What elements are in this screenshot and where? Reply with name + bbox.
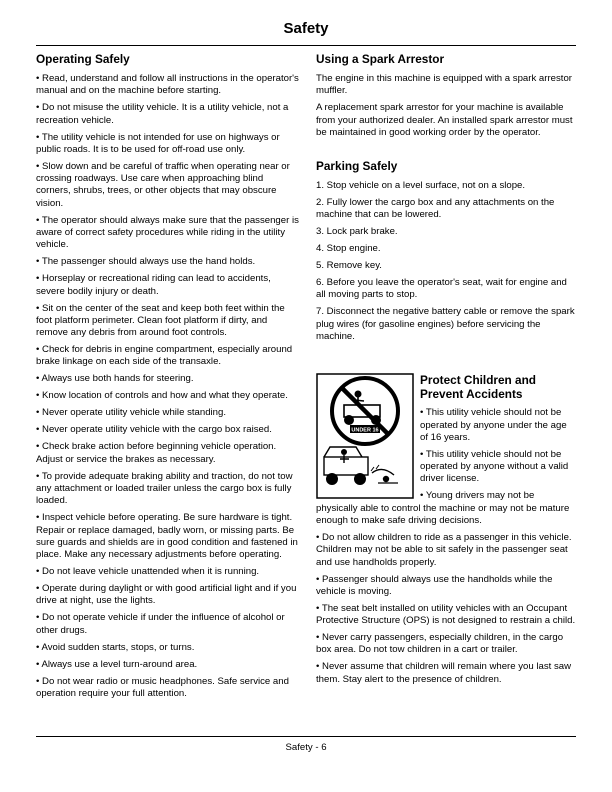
child-warning-illustration <box>316 373 414 499</box>
operating-item: • Operate during daylight or with good artificial light and if you drive at night, use the lights. <box>36 583 297 607</box>
parking-step: 4. Stop engine. <box>316 243 381 255</box>
operating-item: • Always use both hands for steering. <box>36 373 194 385</box>
children-item: • Passenger should always use the handholds while the vehicle is moving. <box>316 573 553 597</box>
parking-safely-heading: Parking Safely <box>316 158 398 173</box>
operating-item: • Do not wear radio or music headphones. Safe service and operation require your full attention. <box>36 675 289 699</box>
parking-step: 3. Lock park brake. <box>316 226 398 238</box>
operating-item: • Sit on the center of the seat and keep both feet within the foot platform perimeter. Clean foot platform if dirty, and remove any debris from around foot controls. <box>36 302 285 339</box>
operating-item: • Know location of controls and how and what they operate. <box>36 390 288 402</box>
operating-safely-heading: Operating Safely <box>36 52 130 66</box>
protect-children-section <box>316 373 576 686</box>
page-title: Safety <box>283 20 329 37</box>
operating-item: • Always use a level turn-around area. <box>36 658 198 670</box>
children-item: • Never carry passengers, especially children, in the cargo box area. Do not tow children in a cart or trailer. <box>316 632 564 656</box>
operating-item: • The utility vehicle is not intended for use on highways or public roads. It is to be used for off-road use only. <box>36 131 280 155</box>
spark-paragraph: The engine in this machine is equipped with a spark arrestor muffler. <box>316 73 572 97</box>
operating-item: • Inspect vehicle before operating. Be sure hardware is tight. Repair or replace damaged, badly worn, or missing parts. Be sure guards and shields are in good condition and fastened in place. Make any necessary adjustments before operating. <box>36 512 298 561</box>
operating-item: • Slow down and be careful of traffic when operating near or crossing roadways. Use care when approaching blind corners, shrubs, trees, or other objects that may obscure vision. <box>36 160 290 209</box>
children-item: • The seat belt installed on utility vehicles with an Occupant Protective Structure (OPS) is not designed to restrain a child. <box>316 602 576 627</box>
right-column <box>316 52 576 691</box>
operating-item: • Do not operate vehicle if under the influence of alcohol or other drugs. <box>36 612 285 636</box>
operating-item: • Avoid sudden starts, stops, or turns. <box>36 641 195 653</box>
operating-item: • Never operate utility vehicle while standing. <box>36 407 227 419</box>
operating-item: • To provide adequate braking ability and traction, do not tow any attachment or loaded trailer unless the cargo box is fully loaded. <box>36 470 293 507</box>
operating-item: • Horseplay or recreational riding can lead to accidents, severe bodily injury or death. <box>36 273 271 297</box>
header-rule <box>36 45 576 46</box>
children-item: • Do not allow children to ride as a passenger in this vehicle. Children may not be able to sit safely in the passenger seat and use handholds properly. <box>316 531 572 568</box>
children-item: • Never assume that children will remain where you last saw them. Stay alert to the presence of children. <box>316 661 572 685</box>
spark-paragraph: A replacement spark arrestor for your machine is available from your authorized dealer. An installed spark arrestor must be maintained in good working order by the operator. <box>316 102 573 138</box>
operating-item: • The passenger should always use the hand holds. <box>36 256 256 268</box>
children-item: • This utility vehicle should not be operated by anyone without a valid driver license. <box>420 448 569 485</box>
footer-rule <box>36 736 576 737</box>
operating-item: • The operator should always make sure that the passenger is aware of correct safety procedures while riding in the utility vehicle. <box>36 214 299 251</box>
parking-step: 5. Remove key. <box>316 260 382 272</box>
children-item: • Young drivers may not be physically able to control the machine or may not be mature enough to make safe driving decisions. <box>316 490 570 526</box>
operating-item: • Do not leave vehicle unattended when it is running. <box>36 566 260 578</box>
children-item: • This utility vehicle should not be operated by anyone under the age of 16 years. <box>420 407 567 443</box>
page-footer: Safety - 6 <box>285 742 327 753</box>
parking-step: 7. Disconnect the negative battery cable or remove the spark plug wires (for gasoline engines) before servicing the machine. <box>316 306 575 342</box>
operating-item: • Check for debris in engine compartment, especially around brake linkage on each side of the transaxle. <box>36 344 293 368</box>
left-column <box>36 52 299 705</box>
operating-item: • Check brake action before beginning vehicle operation. Adjust or service the brakes as necessary. <box>36 441 277 465</box>
parking-step: 2. Fully lower the cargo box and any attachments on the machine that can be lowered. <box>316 196 555 221</box>
operating-item: • Never operate utility vehicle with the cargo box raised. <box>36 424 272 436</box>
operating-item: • Read, understand and follow all instructions in the operator's manual and on the machine before starting. <box>36 73 299 97</box>
operating-item: • Do not misuse the utility vehicle. It is a utility vehicle, not a recreation vehicle. <box>36 102 289 126</box>
parking-step: 1. Stop vehicle on a level surface, not on a slope. <box>316 179 526 191</box>
protect-children-heading: Protect Children and Prevent Accidents <box>420 373 537 402</box>
spark-arrestor-heading: Using a Spark Arrestor <box>316 52 445 66</box>
parking-step: 6. Before you leave the operator's seat, wait for engine and all moving parts to stop. <box>316 277 567 301</box>
under-16-label: UNDER 16 <box>351 427 379 434</box>
